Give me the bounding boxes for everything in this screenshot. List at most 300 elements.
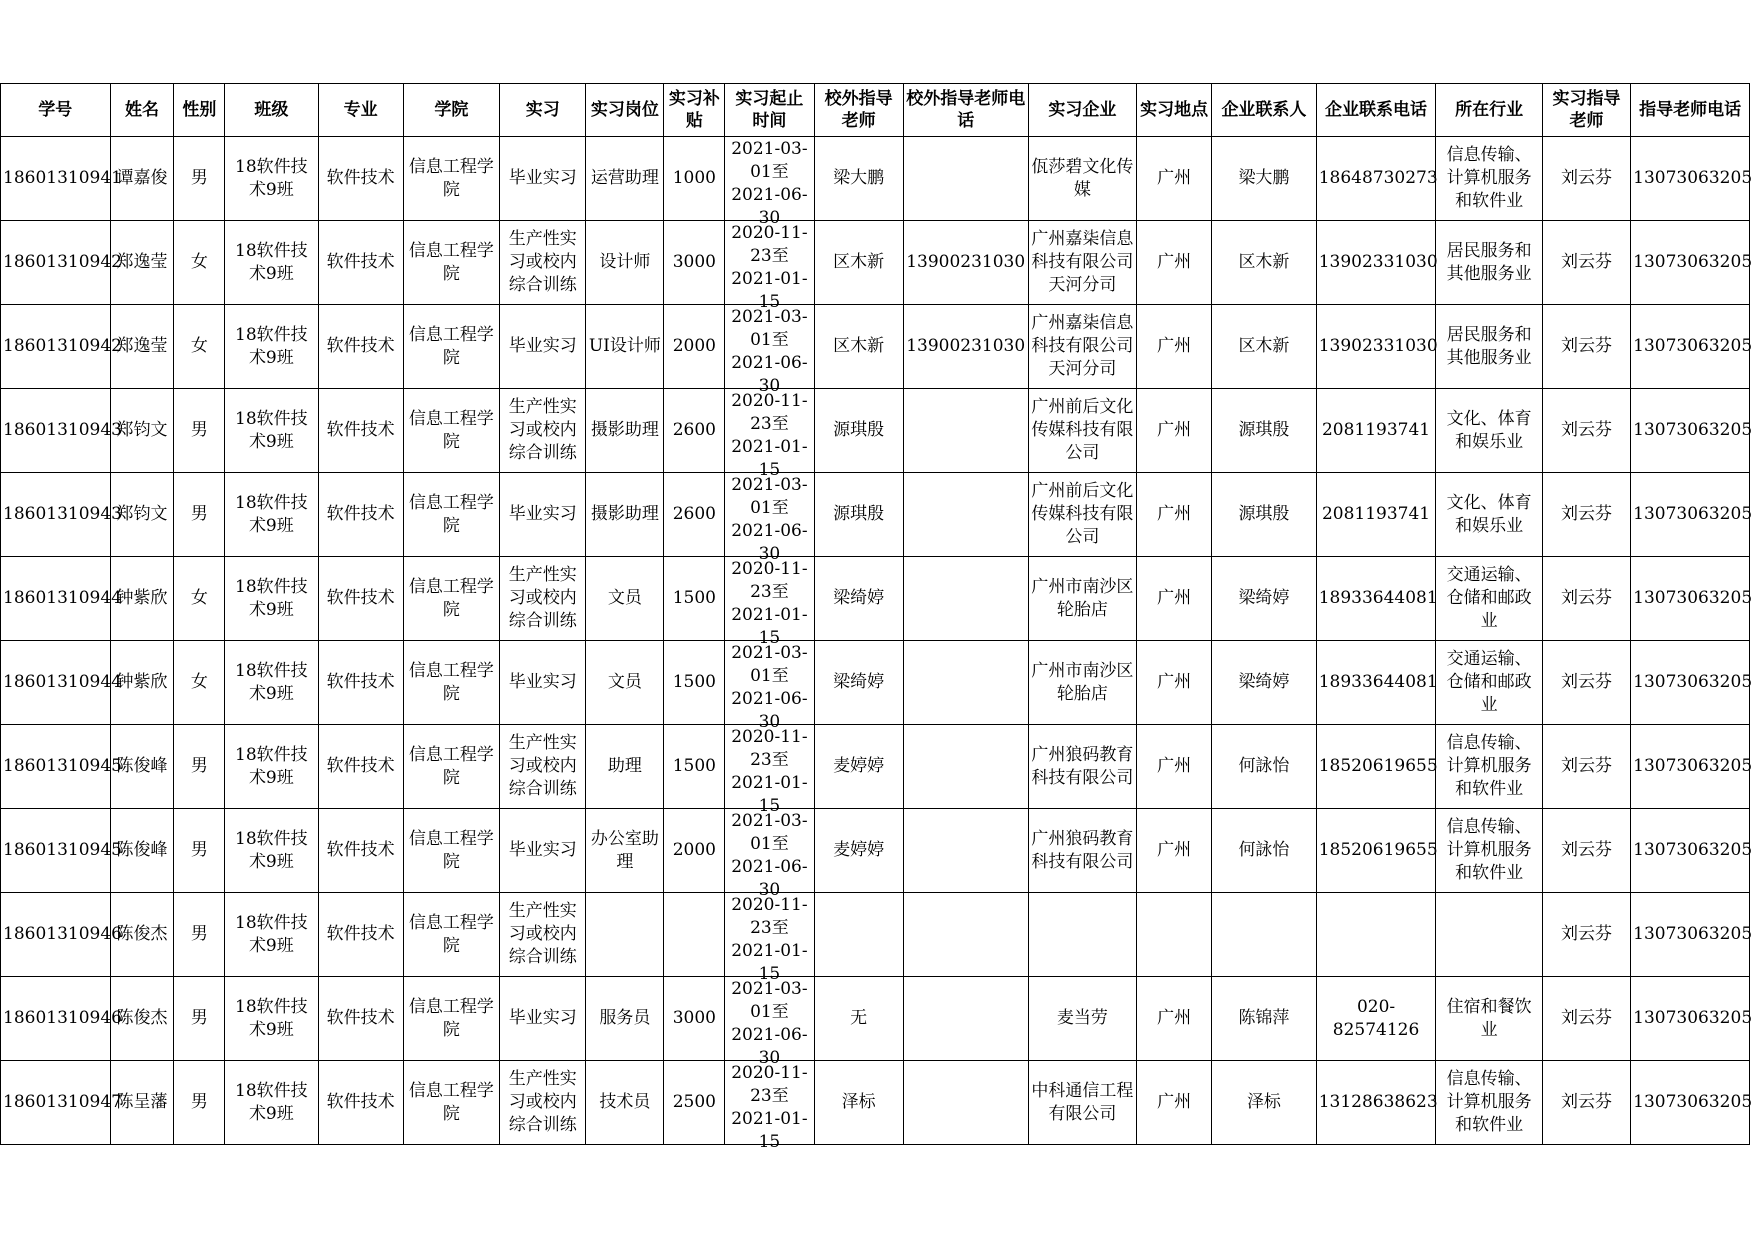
cell-company-contact bbox=[1212, 1061, 1316, 1145]
cell-college bbox=[403, 809, 499, 893]
cell-company-contact bbox=[1212, 305, 1316, 389]
table-header bbox=[1, 84, 1750, 137]
cell-subsidy bbox=[664, 809, 725, 893]
cell-internship-type bbox=[500, 305, 586, 389]
cell-name bbox=[110, 1061, 174, 1145]
cell-period bbox=[725, 137, 814, 228]
cell-subsidy bbox=[664, 473, 725, 557]
cell-text: 男 bbox=[190, 420, 208, 440]
table-body bbox=[1, 137, 1753, 1152]
cell-instructor-phone bbox=[1631, 305, 1753, 389]
cell-text: 郑逸莹 bbox=[116, 252, 168, 272]
cell-text: 2081193741 bbox=[1321, 420, 1431, 440]
cell-internship-type bbox=[500, 893, 586, 977]
cell-name bbox=[110, 305, 174, 389]
cell-instructor-phone bbox=[1631, 1061, 1753, 1145]
cell-company-phone bbox=[1316, 893, 1436, 977]
table-row bbox=[1, 809, 1750, 893]
cell-industry bbox=[1436, 305, 1543, 389]
cell-text: 麦当劳 bbox=[1056, 1008, 1108, 1028]
cell-college bbox=[403, 641, 499, 725]
cell-external-mentor bbox=[814, 1061, 903, 1145]
cell-text: 梁绮婷 bbox=[1238, 672, 1290, 692]
cell-instructor-phone bbox=[1631, 641, 1753, 725]
cell-text: 2021-03-01至2021-06-30 bbox=[731, 979, 808, 1068]
cell-major bbox=[318, 305, 403, 389]
cell-location bbox=[1137, 809, 1212, 893]
cell-text: 软件技术 bbox=[326, 588, 395, 608]
cell-text: 区木新 bbox=[833, 252, 885, 272]
cell-text: 生产性实习或校内综合训练 bbox=[508, 733, 577, 799]
cell-text: 18软件技术9班 bbox=[235, 576, 308, 620]
cell-text: 技术员 bbox=[599, 1092, 651, 1112]
cell-gender bbox=[174, 809, 225, 893]
cell-text: 佤莎碧文化传媒 bbox=[1031, 156, 1134, 200]
cell-gender bbox=[174, 389, 225, 473]
cell-company-contact bbox=[1212, 221, 1316, 305]
cell-student-id bbox=[1, 389, 122, 473]
cell-text: 18软件技术9班 bbox=[235, 324, 308, 368]
cell-subsidy bbox=[664, 557, 725, 641]
cell-college bbox=[403, 221, 499, 305]
cell-name bbox=[110, 221, 174, 305]
cell-college bbox=[403, 557, 499, 641]
cell-external-mentor-phone bbox=[903, 221, 1028, 305]
cell-name bbox=[110, 725, 174, 809]
cell-text: 18软件技术9班 bbox=[235, 1080, 308, 1124]
cell-text: 2600 bbox=[672, 504, 716, 524]
cell-period bbox=[725, 725, 814, 816]
cell-company bbox=[1028, 725, 1137, 809]
cell-text: 女 bbox=[190, 336, 208, 356]
cell-student-id bbox=[1, 305, 122, 389]
cell-text: 生产性实习或校内综合训练 bbox=[508, 1069, 577, 1135]
cell-class bbox=[225, 473, 318, 557]
cell-company-phone bbox=[1316, 305, 1436, 389]
cell-period bbox=[725, 893, 814, 984]
cell-text: 广州 bbox=[1157, 756, 1192, 776]
cell-text: 信息工程学院 bbox=[408, 240, 494, 284]
cell-instructor bbox=[1542, 809, 1630, 893]
cell-text: 源琪殷 bbox=[1238, 504, 1290, 524]
header-internship-type: 实习 bbox=[500, 84, 586, 137]
cell-class bbox=[225, 977, 318, 1061]
cell-text: 居民服务和其他服务业 bbox=[1446, 324, 1532, 368]
cell-gender bbox=[174, 1061, 225, 1145]
cell-instructor-phone bbox=[1631, 389, 1753, 473]
cell-period bbox=[725, 557, 814, 648]
cell-external-mentor-phone bbox=[903, 557, 1028, 641]
header-college: 学院 bbox=[403, 84, 499, 137]
cell-text: 生产性实习或校内综合训练 bbox=[508, 901, 577, 967]
cell-text: 信息工程学院 bbox=[408, 660, 494, 704]
cell-text: 信息工程学院 bbox=[408, 156, 494, 200]
cell-text: 3000 bbox=[672, 252, 716, 272]
cell-name bbox=[110, 893, 174, 977]
cell-text: 文化、体育和娱乐业 bbox=[1446, 492, 1532, 536]
cell-period bbox=[725, 977, 814, 1068]
cell-text: 区木新 bbox=[1238, 252, 1290, 272]
cell-text: 陈呈藩 bbox=[116, 1092, 168, 1112]
cell-text: 广州市南沙区轮胎店 bbox=[1031, 576, 1134, 620]
cell-internship-type bbox=[500, 389, 586, 473]
cell-college bbox=[403, 893, 499, 977]
cell-text: UI设计师 bbox=[588, 336, 661, 356]
cell-text: 18软件技术9班 bbox=[235, 156, 308, 200]
cell-text: 刘云芬 bbox=[1561, 924, 1613, 944]
cell-company-contact bbox=[1212, 557, 1316, 641]
cell-internship-type bbox=[500, 725, 586, 809]
cell-location bbox=[1137, 977, 1212, 1061]
header-name: 姓名 bbox=[110, 84, 174, 137]
cell-instructor-phone bbox=[1631, 137, 1753, 221]
cell-position bbox=[586, 389, 664, 473]
cell-text: 1500 bbox=[672, 756, 716, 776]
cell-text: 13073063205 bbox=[1633, 756, 1753, 776]
cell-text: 梁大鹏 bbox=[833, 168, 885, 188]
cell-text: 刘云芬 bbox=[1561, 840, 1613, 860]
table-row bbox=[1, 557, 1750, 641]
cell-text: 18601310946 bbox=[3, 924, 122, 944]
internship-table bbox=[0, 83, 1753, 1152]
cell-text: 信息传输、计算机服务和软件业 bbox=[1446, 817, 1532, 883]
cell-internship-type bbox=[500, 641, 586, 725]
cell-gender bbox=[174, 473, 225, 557]
cell-text: 刘云芬 bbox=[1561, 504, 1613, 524]
cell-text: 住宿和餐饮业 bbox=[1446, 996, 1532, 1040]
cell-text: 源琪殷 bbox=[833, 420, 885, 440]
cell-major bbox=[318, 557, 403, 641]
cell-text: 18601310942 bbox=[3, 252, 122, 272]
cell-text: 2500 bbox=[672, 1092, 716, 1112]
cell-class bbox=[225, 389, 318, 473]
cell-text: 广州狼码教育科技有限公司 bbox=[1031, 828, 1134, 872]
cell-internship-type bbox=[500, 221, 586, 305]
cell-text: 刘云芬 bbox=[1561, 1092, 1613, 1112]
cell-class bbox=[225, 137, 318, 221]
cell-text: 13073063205 bbox=[1633, 924, 1753, 944]
cell-text: 钟紫欣 bbox=[116, 588, 168, 608]
cell-text: 2020-11-23至2021-01-15 bbox=[731, 559, 808, 648]
cell-instructor bbox=[1542, 221, 1630, 305]
cell-company bbox=[1028, 305, 1137, 389]
cell-text: 13073063205 bbox=[1633, 840, 1753, 860]
cell-college bbox=[403, 389, 499, 473]
cell-class bbox=[225, 809, 318, 893]
header-external-mentor: 校外指导老师 bbox=[814, 84, 903, 137]
cell-text: 梁绮婷 bbox=[833, 672, 885, 692]
cell-company-contact bbox=[1212, 473, 1316, 557]
cell-text: 广州 bbox=[1157, 336, 1192, 356]
cell-company-contact bbox=[1212, 977, 1316, 1061]
cell-text: 18601310943 bbox=[3, 504, 122, 524]
cell-company-contact bbox=[1212, 641, 1316, 725]
cell-text: 13073063205 bbox=[1633, 168, 1753, 188]
cell-company-phone bbox=[1316, 809, 1436, 893]
header-period: 实习起止时间 bbox=[725, 84, 814, 137]
cell-name bbox=[110, 473, 174, 557]
cell-industry bbox=[1436, 137, 1543, 221]
cell-text: 梁大鹏 bbox=[1238, 168, 1290, 188]
cell-external-mentor-phone bbox=[903, 389, 1028, 473]
cell-period bbox=[725, 1061, 814, 1152]
cell-text: 毕业实习 bbox=[508, 840, 577, 860]
header-instructor: 实习指导老师 bbox=[1542, 84, 1630, 137]
table-row bbox=[1, 221, 1750, 305]
cell-text: 生产性实习或校内综合训练 bbox=[508, 565, 577, 631]
cell-text: 毕业实习 bbox=[508, 336, 577, 356]
cell-position bbox=[586, 809, 664, 893]
cell-text: 区木新 bbox=[1238, 336, 1290, 356]
cell-external-mentor-phone bbox=[903, 977, 1028, 1061]
cell-position bbox=[586, 977, 664, 1061]
cell-instructor-phone bbox=[1631, 557, 1753, 641]
cell-text: 男 bbox=[190, 840, 208, 860]
cell-company bbox=[1028, 389, 1137, 473]
cell-text: 18601310945 bbox=[3, 840, 122, 860]
cell-external-mentor-phone bbox=[903, 725, 1028, 809]
cell-text: 无 bbox=[850, 1008, 868, 1028]
cell-internship-type bbox=[500, 977, 586, 1061]
cell-company bbox=[1028, 977, 1137, 1061]
cell-student-id bbox=[1, 809, 122, 893]
table-row bbox=[1, 473, 1750, 557]
cell-text: 18软件技术9班 bbox=[235, 240, 308, 284]
cell-internship-type bbox=[500, 137, 586, 221]
cell-company bbox=[1028, 1061, 1137, 1145]
cell-major bbox=[318, 641, 403, 725]
cell-text: 源琪殷 bbox=[1238, 420, 1290, 440]
cell-instructor bbox=[1542, 725, 1630, 809]
cell-location bbox=[1137, 557, 1212, 641]
table-row bbox=[1, 893, 1750, 977]
cell-industry bbox=[1436, 221, 1543, 305]
cell-internship-type bbox=[500, 809, 586, 893]
cell-text: 广州 bbox=[1157, 168, 1192, 188]
cell-period bbox=[725, 641, 814, 732]
cell-external-mentor bbox=[814, 137, 903, 221]
cell-gender bbox=[174, 305, 225, 389]
cell-text: 18933644081 bbox=[1318, 672, 1438, 692]
cell-text: 服务员 bbox=[599, 1008, 651, 1028]
cell-company-phone bbox=[1316, 137, 1436, 221]
cell-company bbox=[1028, 641, 1137, 725]
cell-text: 文员 bbox=[607, 588, 642, 608]
cell-text: 男 bbox=[190, 1008, 208, 1028]
cell-instructor-phone bbox=[1631, 893, 1753, 977]
cell-text: 1000 bbox=[672, 168, 716, 188]
cell-name bbox=[110, 809, 174, 893]
cell-text: 陈俊杰 bbox=[116, 1008, 168, 1028]
cell-major bbox=[318, 977, 403, 1061]
cell-student-id bbox=[1, 641, 122, 725]
header-subsidy: 实习补贴 bbox=[664, 84, 725, 137]
cell-class bbox=[225, 221, 318, 305]
cell-instructor-phone bbox=[1631, 725, 1753, 809]
cell-instructor-phone bbox=[1631, 221, 1753, 305]
cell-instructor-phone bbox=[1631, 809, 1753, 893]
cell-text: 18601310947 bbox=[3, 1092, 122, 1112]
cell-location bbox=[1137, 641, 1212, 725]
cell-text: 刘云芬 bbox=[1561, 1008, 1613, 1028]
cell-location bbox=[1137, 1061, 1212, 1145]
cell-text: 刘云芬 bbox=[1561, 168, 1613, 188]
cell-location bbox=[1137, 137, 1212, 221]
cell-text: 软件技术 bbox=[326, 336, 395, 356]
cell-text: 1500 bbox=[672, 672, 716, 692]
cell-external-mentor-phone bbox=[903, 809, 1028, 893]
cell-text: 中科通信工程有限公司 bbox=[1031, 1080, 1134, 1124]
cell-text: 2020-11-23至2021-01-15 bbox=[731, 727, 808, 816]
cell-company-phone bbox=[1316, 221, 1436, 305]
table-row bbox=[1, 389, 1750, 473]
cell-company-phone bbox=[1316, 473, 1436, 557]
cell-text: 18软件技术9班 bbox=[235, 828, 308, 872]
cell-text: 18520619655 bbox=[1318, 840, 1438, 860]
cell-text: 刘云芬 bbox=[1561, 336, 1613, 356]
cell-text: 陈俊峰 bbox=[116, 840, 168, 860]
cell-gender bbox=[174, 725, 225, 809]
header-major: 专业 bbox=[318, 84, 403, 137]
cell-company-contact bbox=[1212, 137, 1316, 221]
cell-text: 广州 bbox=[1157, 252, 1192, 272]
cell-position bbox=[586, 1061, 664, 1145]
cell-internship-type bbox=[500, 1061, 586, 1145]
cell-text: 刘云芬 bbox=[1561, 672, 1613, 692]
cell-text: 广州前后文化传媒科技有限公司 bbox=[1031, 481, 1134, 547]
cell-company bbox=[1028, 809, 1137, 893]
cell-instructor-phone bbox=[1631, 473, 1753, 557]
cell-subsidy bbox=[664, 1061, 725, 1145]
cell-text: 男 bbox=[190, 924, 208, 944]
header-industry: 所在行业 bbox=[1436, 84, 1543, 137]
cell-external-mentor bbox=[814, 977, 903, 1061]
cell-text: 13073063205 bbox=[1633, 336, 1753, 356]
cell-company-phone bbox=[1316, 1061, 1436, 1145]
cell-text: 广州 bbox=[1157, 420, 1192, 440]
cell-text: 13073063205 bbox=[1633, 1008, 1753, 1028]
cell-text: 区木新 bbox=[833, 336, 885, 356]
cell-instructor bbox=[1542, 1061, 1630, 1145]
cell-instructor bbox=[1542, 557, 1630, 641]
cell-student-id bbox=[1, 1061, 122, 1145]
cell-text: 毕业实习 bbox=[508, 504, 577, 524]
cell-text: 信息工程学院 bbox=[408, 996, 494, 1040]
cell-text: 刘云芬 bbox=[1561, 756, 1613, 776]
cell-instructor bbox=[1542, 389, 1630, 473]
cell-text: 信息工程学院 bbox=[408, 576, 494, 620]
cell-position bbox=[586, 641, 664, 725]
cell-class bbox=[225, 725, 318, 809]
cell-text: 郑钧文 bbox=[116, 504, 168, 524]
cell-company-phone bbox=[1316, 389, 1436, 473]
cell-text: 何詠怡 bbox=[1238, 840, 1290, 860]
cell-text: 居民服务和其他服务业 bbox=[1446, 240, 1532, 284]
cell-text: 2020-11-23至2021-01-15 bbox=[731, 895, 808, 984]
cell-text: 交通运输、仓储和邮政业 bbox=[1446, 649, 1532, 715]
cell-text: 13073063205 bbox=[1633, 1092, 1753, 1112]
cell-text: 2020-11-23至2021-01-15 bbox=[731, 391, 808, 480]
cell-major bbox=[318, 893, 403, 977]
cell-external-mentor bbox=[814, 809, 903, 893]
cell-text: 2021-03-01至2021-06-30 bbox=[731, 475, 808, 564]
cell-student-id bbox=[1, 221, 122, 305]
cell-text: 13900231030 bbox=[906, 336, 1026, 356]
cell-text: 信息工程学院 bbox=[408, 1080, 494, 1124]
cell-gender bbox=[174, 557, 225, 641]
cell-text: 18软件技术9班 bbox=[235, 660, 308, 704]
table-row bbox=[1, 725, 1750, 809]
cell-period bbox=[725, 389, 814, 480]
cell-text: 泽标 bbox=[841, 1092, 876, 1112]
cell-major bbox=[318, 473, 403, 557]
cell-instructor bbox=[1542, 641, 1630, 725]
cell-external-mentor-phone bbox=[903, 893, 1028, 977]
cell-instructor bbox=[1542, 137, 1630, 221]
cell-instructor bbox=[1542, 305, 1630, 389]
cell-text: 信息工程学院 bbox=[408, 828, 494, 872]
cell-company bbox=[1028, 137, 1137, 221]
cell-text: 18软件技术9班 bbox=[235, 408, 308, 452]
cell-subsidy bbox=[664, 725, 725, 809]
cell-text: 2000 bbox=[672, 840, 716, 860]
cell-text: 陈俊杰 bbox=[116, 924, 168, 944]
cell-external-mentor bbox=[814, 389, 903, 473]
cell-text: 办公室助理 bbox=[590, 828, 659, 872]
cell-text: 信息传输、计算机服务和软件业 bbox=[1446, 1069, 1532, 1135]
cell-text: 女 bbox=[190, 252, 208, 272]
cell-text: 13073063205 bbox=[1633, 672, 1753, 692]
cell-instructor-phone bbox=[1631, 977, 1753, 1061]
cell-text: 18软件技术9班 bbox=[235, 744, 308, 788]
cell-student-id bbox=[1, 473, 122, 557]
cell-text: 文员 bbox=[607, 672, 642, 692]
cell-text: 生产性实习或校内综合训练 bbox=[508, 229, 577, 295]
cell-student-id bbox=[1, 725, 122, 809]
cell-text: 广州 bbox=[1157, 1092, 1192, 1112]
cell-text: 设计师 bbox=[599, 252, 651, 272]
cell-company-contact bbox=[1212, 725, 1316, 809]
cell-college bbox=[403, 1061, 499, 1145]
cell-name bbox=[110, 641, 174, 725]
cell-text: 13073063205 bbox=[1633, 420, 1753, 440]
cell-position bbox=[586, 305, 664, 389]
cell-major bbox=[318, 221, 403, 305]
cell-period bbox=[725, 473, 814, 564]
cell-text: 男 bbox=[190, 168, 208, 188]
cell-text: 陈俊峰 bbox=[116, 756, 168, 776]
cell-industry bbox=[1436, 641, 1543, 725]
cell-text: 泽标 bbox=[1246, 1092, 1281, 1112]
cell-external-mentor-phone bbox=[903, 137, 1028, 221]
cell-text: 18软件技术9班 bbox=[235, 996, 308, 1040]
cell-text: 刘云芬 bbox=[1561, 588, 1613, 608]
cell-class bbox=[225, 893, 318, 977]
cell-external-mentor-phone bbox=[903, 641, 1028, 725]
cell-external-mentor bbox=[814, 305, 903, 389]
cell-text: 2600 bbox=[672, 420, 716, 440]
cell-company bbox=[1028, 893, 1137, 977]
cell-text: 2020-11-23至2021-01-15 bbox=[731, 223, 808, 312]
cell-industry bbox=[1436, 725, 1543, 809]
cell-text: 梁绮婷 bbox=[1238, 588, 1290, 608]
cell-text: 广州 bbox=[1157, 840, 1192, 860]
cell-subsidy bbox=[664, 893, 725, 977]
cell-text: 广州 bbox=[1157, 1008, 1192, 1028]
cell-major bbox=[318, 725, 403, 809]
cell-company-phone bbox=[1316, 725, 1436, 809]
cell-text: 广州市南沙区轮胎店 bbox=[1031, 660, 1134, 704]
